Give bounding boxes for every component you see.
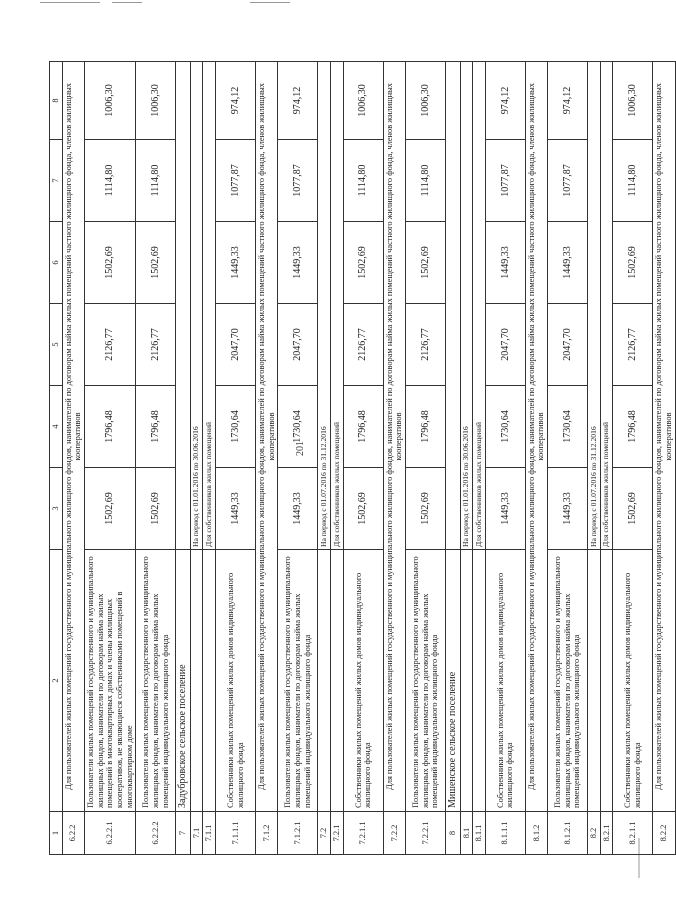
tariff-value: 1796,48	[343, 386, 383, 468]
table-row	[278, 62, 318, 855]
table-row-span	[383, 62, 405, 855]
tariff-value: 2126,77	[136, 304, 176, 386]
tariff-value: 1114,80	[136, 140, 176, 222]
row-description: Собственники жилых помещений жилых домов индивидуального жилищного фонда	[216, 550, 256, 812]
scan-mark	[112, 2, 142, 3]
tariff-value: 1114,80	[84, 140, 135, 222]
empty-cell	[176, 62, 191, 550]
header-cell: 8	[50, 62, 63, 140]
tariff-value: 1449,33	[216, 468, 256, 550]
row-description: Пользователи жилых помещений государственного и муниципального жилищных фондов, наниматели по договорам найма жилых помещений индивидуального жилищного фонда	[406, 550, 446, 812]
row-code: 7.2.1	[331, 812, 344, 855]
row-code: 8.1	[460, 812, 473, 855]
tariff-value: 1077,87	[278, 140, 318, 222]
category-heading: Для пользователей жилых помещений государственного и муниципального жилищного фондов, нанимателей по договорам найма жилых помещений частного жилищного фонда, членов жилищных кооперативов	[525, 62, 547, 812]
tariff-value: 974,12	[548, 62, 588, 140]
scan-mark	[40, 2, 100, 3]
table-row-span	[525, 62, 547, 855]
row-code: 6.2.2.1	[84, 812, 135, 855]
table-row-section	[176, 62, 191, 855]
tariff-value: 2047,70	[216, 304, 256, 386]
period-label: Для собственников жилых помещений	[600, 62, 613, 550]
category-heading: Для пользователей жилых помещений государственного и муниципального жилищного фондов, нанимателей по договорам найма жилых помещений частного жилищного фонда, членов жилищных кооперативов	[383, 62, 405, 812]
table-row	[216, 62, 256, 855]
row-code: 8.1.2.1	[548, 812, 588, 855]
empty-cell	[318, 550, 331, 812]
tariff-value: 1796,48	[406, 386, 446, 468]
tariff-value: 2126,77	[406, 304, 446, 386]
table-row	[84, 62, 135, 855]
tariff-value: 1730,64	[216, 386, 256, 468]
row-code: 7.1.2	[256, 812, 278, 855]
empty-cell	[473, 550, 486, 812]
period-label: Для собственников жилых помещений	[331, 62, 344, 550]
tariff-value: 2126,77	[613, 304, 653, 386]
tariff-value: 2126,77	[343, 304, 383, 386]
tariff-value: 2047,70	[485, 304, 525, 386]
tariff-value: 1449,33	[216, 222, 256, 304]
tariff-value: 1006,30	[613, 62, 653, 140]
empty-cell	[446, 62, 461, 550]
tariff-value: 1502,69	[613, 222, 653, 304]
tariff-value: 1730,64	[485, 386, 525, 468]
tariff-value: 1449,33	[278, 222, 318, 304]
tariff-value: 1114,80	[613, 140, 653, 222]
row-code: 8.1.1	[473, 812, 486, 855]
tariff-value: 1502,69	[343, 222, 383, 304]
tariff-value: 1502,69	[136, 222, 176, 304]
row-code: 8.1.2	[525, 812, 547, 855]
tariff-value: 2047,70	[548, 304, 588, 386]
period-label: Для собственников жилых помещений	[473, 62, 486, 550]
tariff-value: 1502,69	[406, 468, 446, 550]
row-description: Пользователи жилых помещений государственного и муниципального жилищных фондов, наниматели по договорам найма жилых помещений индивидуального жилищного фонда	[548, 550, 588, 812]
tariff-value: 1502,69	[406, 222, 446, 304]
row-code: 8	[446, 812, 461, 855]
tariff-value: 1114,80	[406, 140, 446, 222]
scan-mark	[250, 2, 290, 3]
period-label: Для собственников жилых помещений	[203, 62, 216, 550]
table-row	[548, 62, 588, 855]
tariff-value: 1077,87	[548, 140, 588, 222]
row-description: Пользователи жилых помещений государственного и муниципального жилищных фондов, наниматели по договорам найма жилых помещений индивидуального жилищного фонда	[278, 550, 318, 812]
header-cell: 1	[50, 812, 63, 855]
tariff-value: 2126,77	[84, 304, 135, 386]
tariff-value: 974,12	[216, 62, 256, 140]
row-code: 7.2.1.1	[343, 812, 383, 855]
row-code: 7.1.1	[203, 812, 216, 855]
table-body	[50, 62, 676, 855]
table-row	[485, 62, 525, 855]
row-description: Собственники жилых помещений жилых домов индивидуального жилищного фонда	[485, 550, 525, 812]
empty-cell	[588, 550, 601, 812]
row-description: Пользователи жилых помещений государственного и муниципального жилищных фондов, наниматели по договорам найма жилых помещений индивидуального жилищного фонда	[136, 550, 176, 812]
period-label: На период с 01.07.2016 по 31.12.2016	[588, 62, 601, 550]
table-row	[613, 62, 653, 855]
section-title: Мишенское сельское поселение	[446, 550, 461, 812]
table-row	[136, 62, 176, 855]
table-row-period	[318, 62, 331, 855]
tariff-value: 1502,69	[613, 468, 653, 550]
table-row	[406, 62, 446, 855]
header-cell: 6	[50, 222, 63, 304]
table-row-period	[460, 62, 473, 855]
table-row-period	[331, 62, 344, 855]
table-row	[343, 62, 383, 855]
category-heading: Для пользователей жилых помещений государственного и муниципального жилищного фондов, нанимателей по договорам найма жилых помещений частного жилищного фонда, членов жилищных кооперативов	[62, 62, 84, 812]
period-label: На период с 01.01.2016 по 30.06.2016	[190, 62, 203, 550]
tariff-value: 1077,87	[216, 140, 256, 222]
row-code: 8.1.1.1	[485, 812, 525, 855]
header-row	[50, 62, 63, 855]
header-cell: 2	[50, 550, 63, 812]
empty-cell	[190, 550, 203, 812]
table-row-section	[446, 62, 461, 855]
row-code: 8.2.1.1	[613, 812, 653, 855]
tariff-value: 1502,69	[84, 468, 135, 550]
tariff-value: 974,12	[278, 62, 318, 140]
table-row-span	[653, 62, 675, 855]
tariff-value: 1796,48	[136, 386, 176, 468]
row-code: 7.1	[190, 812, 203, 855]
row-description: Собственники жилых помещений жилых домов индивидуального жилищного фонда	[343, 550, 383, 812]
tariff-value: 1077,87	[485, 140, 525, 222]
tariff-value: 1006,30	[136, 62, 176, 140]
tariff-value: 1796,48	[613, 386, 653, 468]
row-code: 6.2.2.2	[136, 812, 176, 855]
rotated-table-container	[49, 62, 674, 855]
tariff-value: 1006,30	[84, 62, 135, 140]
tariff-value: 1502,69	[84, 222, 135, 304]
tariff-value: 1502,69	[136, 468, 176, 550]
section-title: Задубровское сельское поселение	[176, 550, 191, 812]
tariff-value: 1006,30	[406, 62, 446, 140]
empty-cell	[331, 550, 344, 812]
tariff-value: 974,12	[485, 62, 525, 140]
row-code: 7	[176, 812, 191, 855]
row-code: 7.1.1.1	[216, 812, 256, 855]
empty-cell	[203, 550, 216, 812]
table-row-period	[600, 62, 613, 855]
tariff-value: 1730,64	[278, 386, 318, 468]
table-row-period	[190, 62, 203, 855]
header-cell: 7	[50, 140, 63, 222]
row-code: 8.2.2	[653, 812, 675, 855]
period-label: На период с 01.07.2016 по 31.12.2016	[318, 62, 331, 550]
tariff-value: 1502,69	[343, 468, 383, 550]
row-description: Пользователи жилых помещений государственного и муниципального жилищных фондов, наниматели по договорам найма жилых помещений в многоквартирных домах и члены жилищных кооперативов, не являющиеся собственниками помещений в многоквартирном доме	[84, 550, 135, 812]
table-row-period	[203, 62, 216, 855]
table-row-span	[62, 62, 84, 855]
header-cell: 4	[50, 386, 63, 468]
row-code: 7.2.2	[383, 812, 405, 855]
tariff-value: 1114,80	[343, 140, 383, 222]
page-number: 201	[295, 441, 306, 456]
tariff-value: 1006,30	[343, 62, 383, 140]
row-code: 7.2	[318, 812, 331, 855]
tariff-value: 1796,48	[84, 386, 135, 468]
tariff-value: 1449,33	[548, 222, 588, 304]
row-code: 8.2	[588, 812, 601, 855]
row-code: 8.2.1	[600, 812, 613, 855]
tariff-value: 1449,33	[548, 468, 588, 550]
row-code: 6.2.2	[62, 812, 84, 855]
row-description: Собственники жилых помещений жилых домов индивидуального жилищного фонда	[613, 550, 653, 812]
header-cell: 3	[50, 468, 63, 550]
tariff-value: 2047,70	[278, 304, 318, 386]
table-row-period	[588, 62, 601, 855]
period-label: На период с 01.01.2016 по 30.06.2016	[460, 62, 473, 550]
category-heading: Для пользователей жилых помещений государственного и муниципального жилищного фондов, нанимателей по договорам найма жилых помещений частного жилищного фонда, членов жилищных кооперативов	[256, 62, 278, 812]
tariff-table	[49, 61, 676, 855]
scan-edge-marks	[0, 2, 640, 10]
category-heading: Для пользователей жилых помещений государственного и муниципального жилищного фондов, нанимателей по договорам найма жилых помещений частного жилищного фонда, членов жилищных кооперативов	[653, 62, 675, 812]
tariff-value: 1449,33	[485, 222, 525, 304]
header-cell: 5	[50, 304, 63, 386]
tariff-value: 1449,33	[485, 468, 525, 550]
table-row-span	[256, 62, 278, 855]
empty-cell	[600, 550, 613, 812]
tariff-value: 1449,33	[278, 468, 318, 550]
row-code: 7.2.2.1	[406, 812, 446, 855]
tariff-value: 1730,64	[548, 386, 588, 468]
row-code: 7.1.2.1	[278, 812, 318, 855]
empty-cell	[460, 550, 473, 812]
table-row-period	[473, 62, 486, 855]
